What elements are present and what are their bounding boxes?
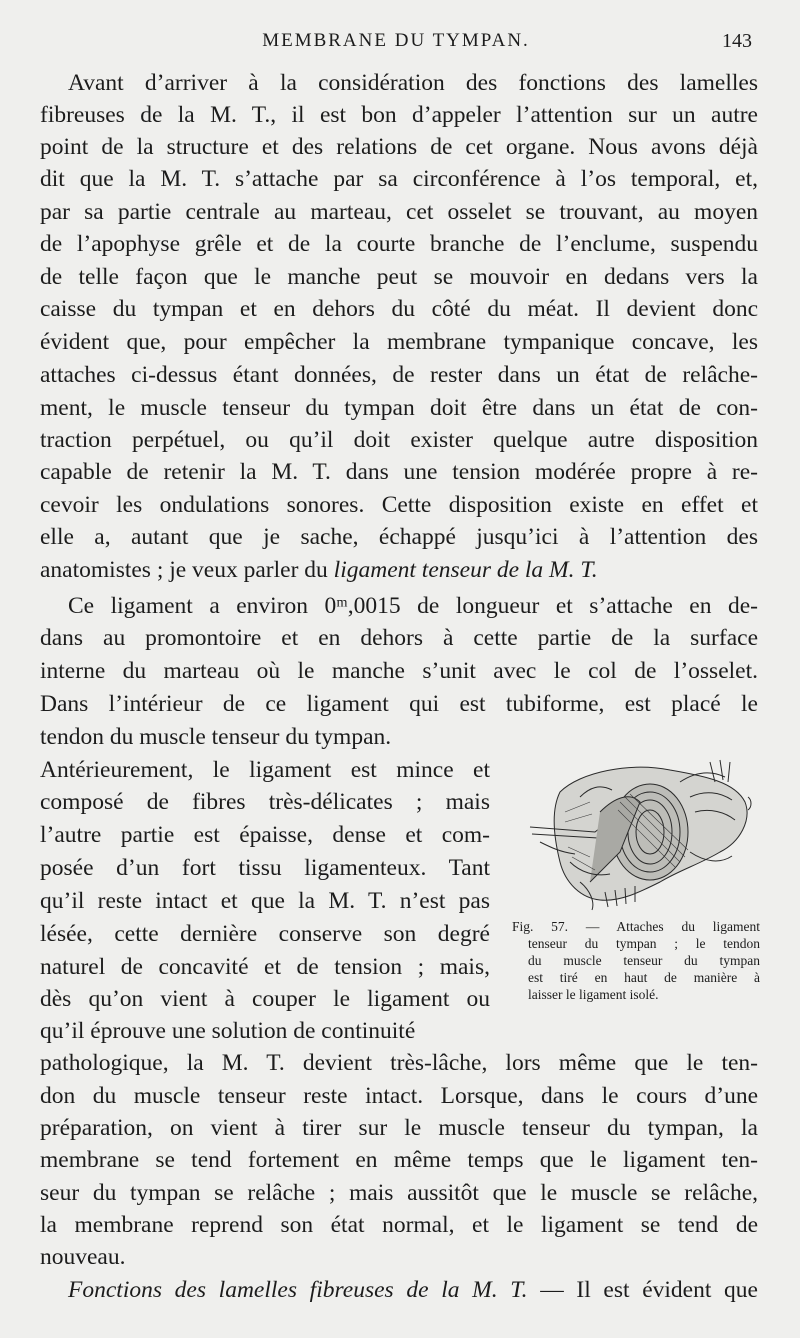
page-number: 143 <box>722 30 752 52</box>
text-line: fibreuses de la M. T., il est bon d’appeler l’attention sur un autre <box>40 102 758 128</box>
figure-57-engraving-icon <box>520 752 760 912</box>
text-line: Dans l’intérieur de ce ligament qui est tubiforme, est placé le <box>40 691 758 717</box>
text-line: caisse du tympan et en dehors du côté du méat. Il devient donc <box>40 296 758 322</box>
figure-caption <box>512 918 760 1003</box>
text-line: ment, le muscle tenseur du tympan doit être dans un état de con- <box>40 395 758 421</box>
page-header <box>40 30 752 60</box>
text-line: pathologique, la M. T. devient très-lâche, lors même que le ten- <box>40 1050 758 1076</box>
text-line: qu’il reste intact et que la M. T. n’est pas <box>40 888 490 914</box>
text-line <box>40 1274 758 1306</box>
text-line: elle a, autant que je sache, échappé jusqu’ici à l’attention des <box>40 524 758 550</box>
text-line: préparation, on vient à tirer sur le muscle tenseur du tympan, la <box>40 1115 758 1141</box>
text-line: dit que la M. T. s’attache par sa circonférence à l’os temporal, et, <box>40 166 758 192</box>
text-line: évident que, pour empêcher la membrane tympanique concave, les <box>40 329 758 355</box>
text-line: qu’il éprouve une solution de continuité <box>40 1018 416 1044</box>
text-line: dès qu’on vient à couper le ligament ou <box>40 986 490 1012</box>
text-line: par sa partie centrale au marteau, cet osselet se trouvant, au moyen <box>40 199 758 225</box>
text-line: membrane se tend fortement en même temps que le ligament ten- <box>40 1147 758 1173</box>
text-line: Avant d’arriver à la considération des fonctions des lamelles <box>68 70 758 96</box>
text-line: de telle façon que le manche peut se mouvoir en dedans vers la <box>40 264 758 290</box>
text-line: nouveau. <box>40 1244 126 1270</box>
caption-line: Fig. 57. — Attaches du ligament <box>512 919 760 934</box>
caption-line: laisser le ligament isolé. <box>528 987 659 1002</box>
text-line: lésée, cette dernière conserve son degré <box>40 921 490 947</box>
text-line: tendon du muscle tenseur du tympan. <box>40 724 392 750</box>
text-line: naturel de concavité et de tension ; mais, <box>40 954 490 980</box>
text-line: Antérieurement, le ligament est mince et <box>40 757 490 783</box>
text-line <box>40 554 758 586</box>
ear-ligament-illustration-icon <box>520 752 760 912</box>
text-line: seur du tympan se relâche ; mais aussitôt que le muscle se relâche, <box>40 1180 758 1206</box>
text-line: Ce ligament a environ 0ᵐ,0015 de longueur et s’attache en de- <box>68 593 758 619</box>
text-line: posée d’un fort tissu ligamenteux. Tant <box>40 855 490 881</box>
text-line: dans au promontoire et en dehors à cette partie de la surface <box>40 625 758 651</box>
italic-heading: Fonctions des lamelles fibreuses de la M. T. <box>68 1277 528 1303</box>
italic-term: ligament tenseur de la M. T. <box>333 557 598 583</box>
text-line: interne du marteau où le manche s’unit avec le col de l’osselet. <box>40 658 758 684</box>
text-line: traction perpétuel, ou qu’il doit exister quelque autre disposition <box>40 427 758 453</box>
caption-line: tenseur du tympan ; le tendon <box>528 936 760 951</box>
text-line: attaches ci-dessus étant données, de rester dans un état de relâche- <box>40 362 758 388</box>
text-line: composé de fibres très-délicates ; mais <box>40 789 490 815</box>
text-run: anatomistes ; je veux parler du <box>40 557 334 583</box>
text-run: — Il est évident que <box>527 1277 758 1303</box>
caption-line: du muscle tenseur du tympan <box>528 953 760 968</box>
text-line: de l’apophyse grêle et de la courte branche de l’enclume, suspendu <box>40 231 758 257</box>
running-head: MEMBRANE DU TYMPAN. <box>262 30 530 51</box>
text-line: cevoir les ondulations sonores. Cette disposition existe en effet et <box>40 492 758 518</box>
caption-line: est tiré en haut de manière à <box>528 970 760 985</box>
text-line: capable de retenir la M. T. dans une tension modérée propre à re- <box>40 459 758 485</box>
text-line: l’autre partie est épaisse, dense et com- <box>40 822 490 848</box>
text-line: don du muscle tenseur reste intact. Lorsque, dans le cours d’une <box>40 1083 758 1109</box>
text-line: point de la structure et des relations de cet organe. Nous avons déjà <box>40 134 758 160</box>
text-line: la membrane reprend son état normal, et le ligament se tend de <box>40 1212 758 1238</box>
